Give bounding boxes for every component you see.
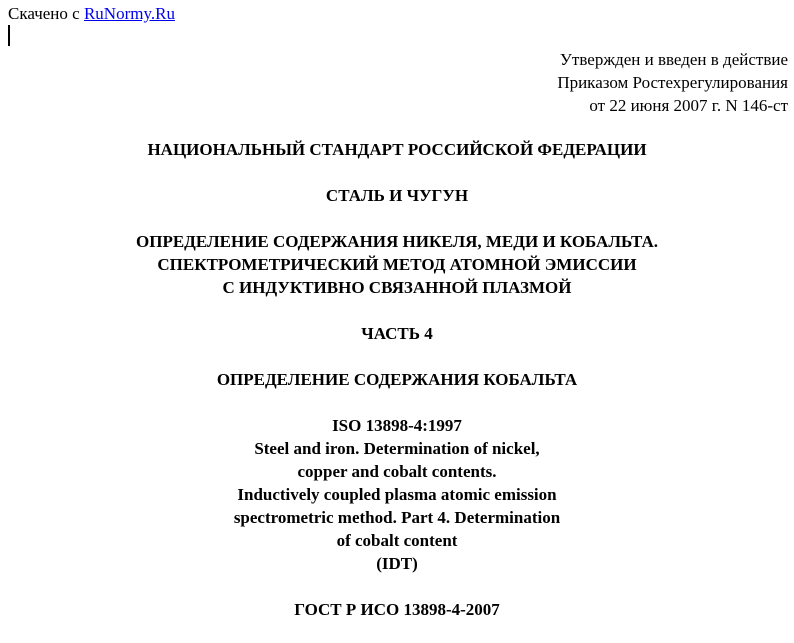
approval-line: Приказом Ростехрегулирования xyxy=(557,73,788,92)
source-line xyxy=(8,4,175,24)
iso-line: Steel and iron. Determination of nickel, xyxy=(254,439,540,458)
method-title-line: С ИНДУКТИВНО СВЯЗАННОЙ ПЛАЗМОЙ xyxy=(222,278,572,297)
part-title-heading xyxy=(0,368,794,391)
method-title xyxy=(0,230,794,299)
part-title: ОПРЕДЕЛЕНИЕ СОДЕРЖАНИЯ КОБАЛЬТА xyxy=(216,370,578,389)
source-link[interactable]: RuNormy.Ru xyxy=(83,4,175,23)
source-prefix: Скачено с xyxy=(8,4,84,23)
approval-line: от 22 июня 2007 г. N 146-ст xyxy=(589,96,788,115)
method-title-line: ОПРЕДЕЛЕНИЕ СОДЕРЖАНИЯ НИКЕЛЯ, МЕДИ И КОБАЛЬТА. xyxy=(136,232,658,251)
iso-line: spectrometric method. Part 4. Determination xyxy=(233,508,561,527)
part-heading xyxy=(0,322,794,345)
iso-line: copper and cobalt contents. xyxy=(297,462,497,481)
text-cursor xyxy=(8,25,10,46)
subject: СТАЛЬ И ЧУГУН xyxy=(325,186,469,205)
standard-type-heading xyxy=(0,138,794,161)
approval-block xyxy=(557,48,788,117)
iso-block xyxy=(0,414,794,575)
subject-heading xyxy=(0,184,794,207)
gost-heading xyxy=(0,598,794,621)
gost-number: ГОСТ Р ИСО 13898-4-2007 xyxy=(294,600,500,619)
iso-line: (IDT) xyxy=(376,554,418,573)
method-title-line: СПЕКТРОМЕТРИЧЕСКИЙ МЕТОД АТОМНОЙ ЭМИССИИ xyxy=(157,255,637,274)
standard-type: НАЦИОНАЛЬНЫЙ СТАНДАРТ РОССИЙСКОЙ ФЕДЕРАЦИИ xyxy=(147,140,647,159)
approval-line: Утвержден и введен в действие xyxy=(559,50,788,69)
part-number: ЧАСТЬ 4 xyxy=(361,324,433,343)
iso-line: of cobalt content xyxy=(336,531,458,550)
iso-line: Inductively coupled plasma atomic emission xyxy=(237,485,557,504)
iso-line: ISO 13898-4:1997 xyxy=(332,416,462,435)
